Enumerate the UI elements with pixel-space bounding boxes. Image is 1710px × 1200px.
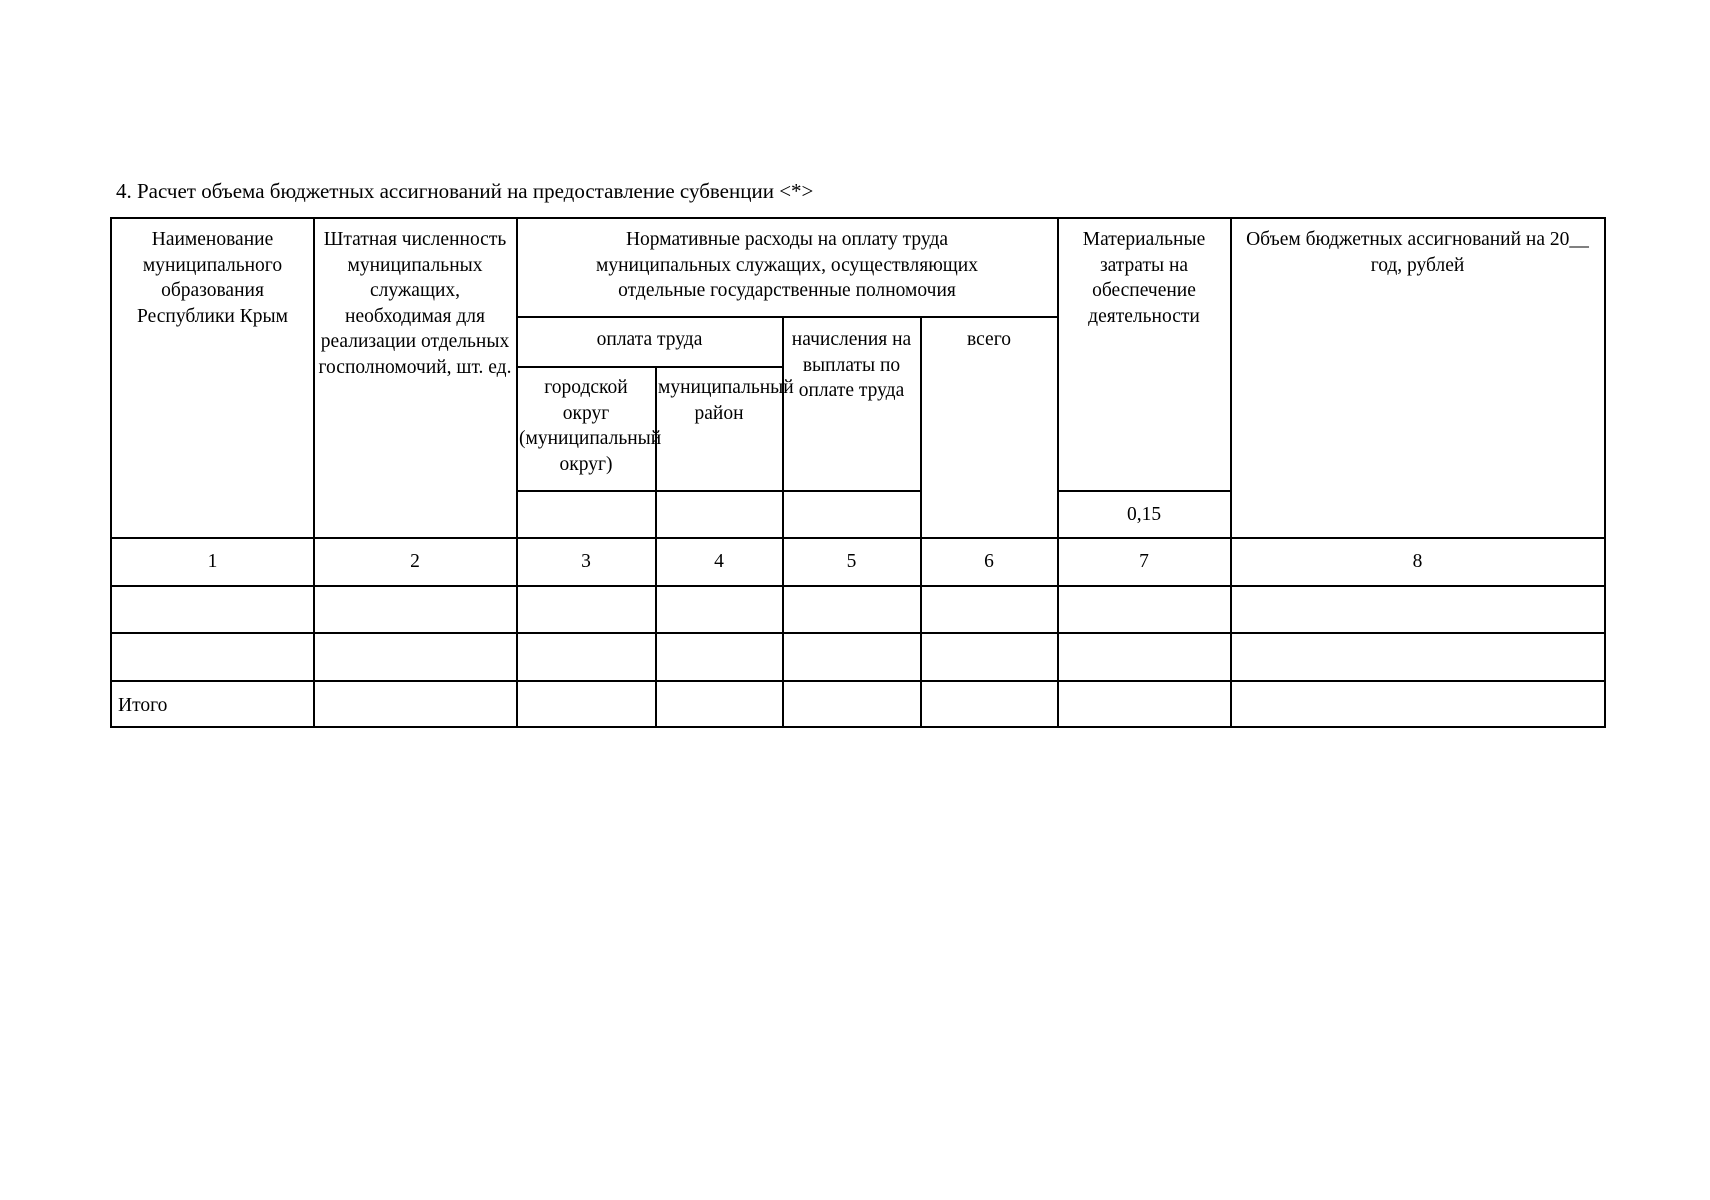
table-cell[interactable] (517, 586, 655, 632)
header-total: всего (967, 329, 1011, 350)
table-cell[interactable] (112, 586, 313, 632)
table-cell[interactable] (921, 681, 1057, 726)
column-number: 8 (1412, 551, 1423, 572)
column-number: 7 (1139, 551, 1149, 572)
material-costs-coefficient: 0,15 (1126, 504, 1162, 525)
column-number: 2 (410, 551, 420, 572)
section-heading: 4. Расчет объема бюджетных ассигнований на предоставление субвенции <*> (116, 179, 814, 203)
header-city-district: городской округ (муниципальный округ) (519, 377, 662, 475)
table-cell[interactable] (1231, 633, 1604, 680)
header-staff-count: Штатная численность муниципальных служащих, необходимая для реализации отдельных госполномочий, шт. ед. (318, 229, 512, 378)
header-labor-pay: оплата труда (596, 329, 703, 350)
table-cell[interactable] (1058, 633, 1230, 680)
table-cell[interactable] (1231, 681, 1604, 726)
table-cell[interactable] (314, 586, 516, 632)
table-cell[interactable] (517, 633, 655, 680)
header-budget-allocation: Объем бюджетных ассигнований на 20__ год, рублей (1246, 229, 1589, 276)
subvention-calculation-table (110, 217, 1606, 728)
column-number: 4 (714, 551, 724, 572)
table-cell[interactable] (921, 633, 1057, 680)
total-row-label: Итого (118, 695, 168, 716)
header-payroll-charges: начисления на выплаты по оплате труда (791, 329, 912, 401)
table-cell[interactable] (314, 681, 516, 726)
column-number: 6 (984, 551, 994, 572)
header-normative-expenses: Нормативные расходы на оплату труда муниципальных служащих, осуществляющих отдельные государственные полномочия (596, 229, 978, 301)
table-cell[interactable] (517, 681, 655, 726)
table-cell[interactable] (1058, 586, 1230, 632)
column-number: 3 (581, 551, 591, 572)
table-cell[interactable] (112, 633, 313, 680)
table-cell[interactable] (1058, 681, 1230, 726)
table-cell[interactable] (1231, 586, 1604, 632)
table-cell[interactable] (783, 681, 920, 726)
grid-line (516, 490, 920, 492)
header-material-costs: Материальные затраты на обеспечение деятельности (1082, 229, 1206, 327)
table-cell[interactable] (921, 586, 1057, 632)
table-cell[interactable] (783, 586, 920, 632)
table-cell[interactable] (783, 633, 920, 680)
header-municipality-name: Наименование муниципального образования Республики Крым (137, 229, 288, 327)
header-municipal-district: муниципальный район (658, 377, 794, 424)
table-cell[interactable] (656, 633, 782, 680)
column-number: 5 (846, 551, 857, 572)
table-cell[interactable] (314, 633, 516, 680)
table-cell[interactable] (656, 586, 782, 632)
table-cell[interactable] (656, 681, 782, 726)
column-number: 1 (207, 551, 218, 572)
